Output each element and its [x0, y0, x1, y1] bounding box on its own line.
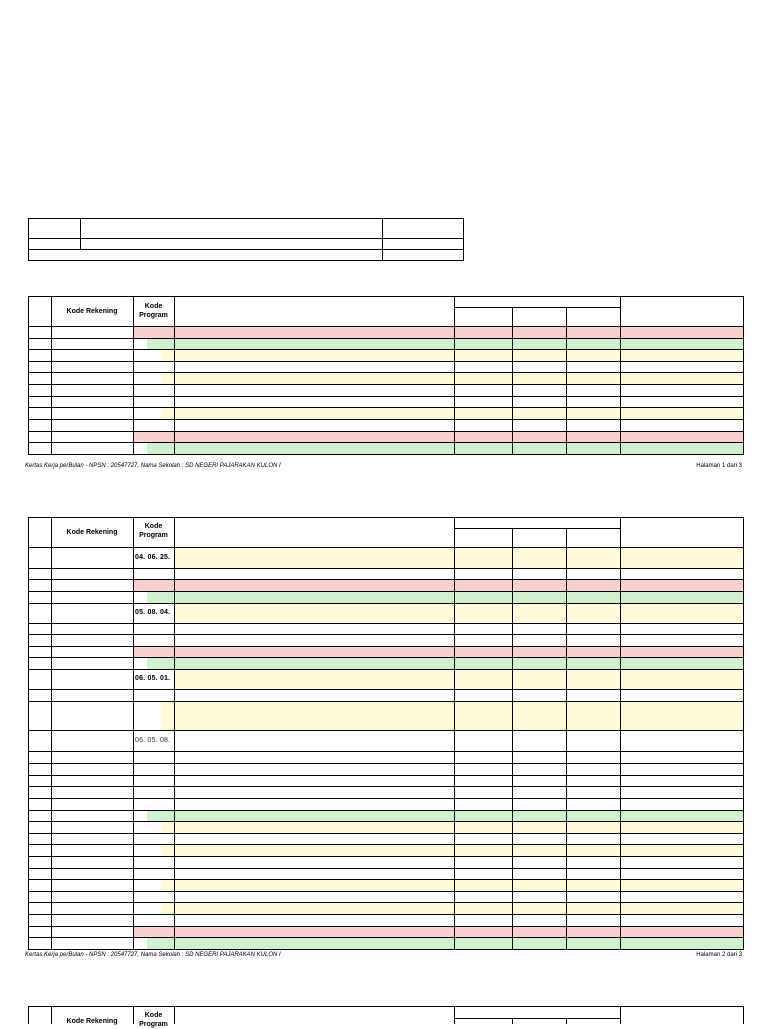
program-code: 04. 06. 25.	[135, 554, 171, 561]
header-kode-program-line1: Kode	[144, 1012, 163, 1019]
program-code: 06. 05. 01.	[135, 675, 171, 682]
header-kode-program-line2: Program	[139, 532, 168, 539]
header-kode-program-line1: Kode	[144, 523, 163, 530]
footer-page-number-2: Halaman 2 dari 3	[696, 952, 742, 958]
footer-left-page-2: Kertas Kerja perBulan - NPSN : 20547727, Nama Sekolah : SD NEGERI PAJARAKAN KULON I	[25, 952, 281, 958]
header-kode-program-line2: Program	[139, 312, 168, 319]
header-kode-rekening: Kode Rekening	[66, 1018, 118, 1025]
program-code: 05. 08. 04.	[135, 609, 171, 616]
header-kode-program-line2: Program	[139, 1021, 168, 1028]
header-kode-rekening: Kode Rekening	[66, 308, 118, 315]
footer-left-page-1: Kertas Kerja perBulan - NPSN : 20547727, Nama Sekolah : SD NEGERI PAJARAKAN KULON I	[25, 463, 281, 469]
header-kode-program	[133, 302, 174, 320]
header-kode-program	[133, 522, 174, 540]
footer-page-number-1: Halaman 1 dari 3	[696, 463, 742, 469]
program-code: 06. 05. 08.	[135, 737, 171, 744]
header-kode-program	[133, 1011, 174, 1029]
header-kode-program-line1: Kode	[144, 303, 163, 310]
header-kode-rekening: Kode Rekening	[66, 529, 118, 536]
